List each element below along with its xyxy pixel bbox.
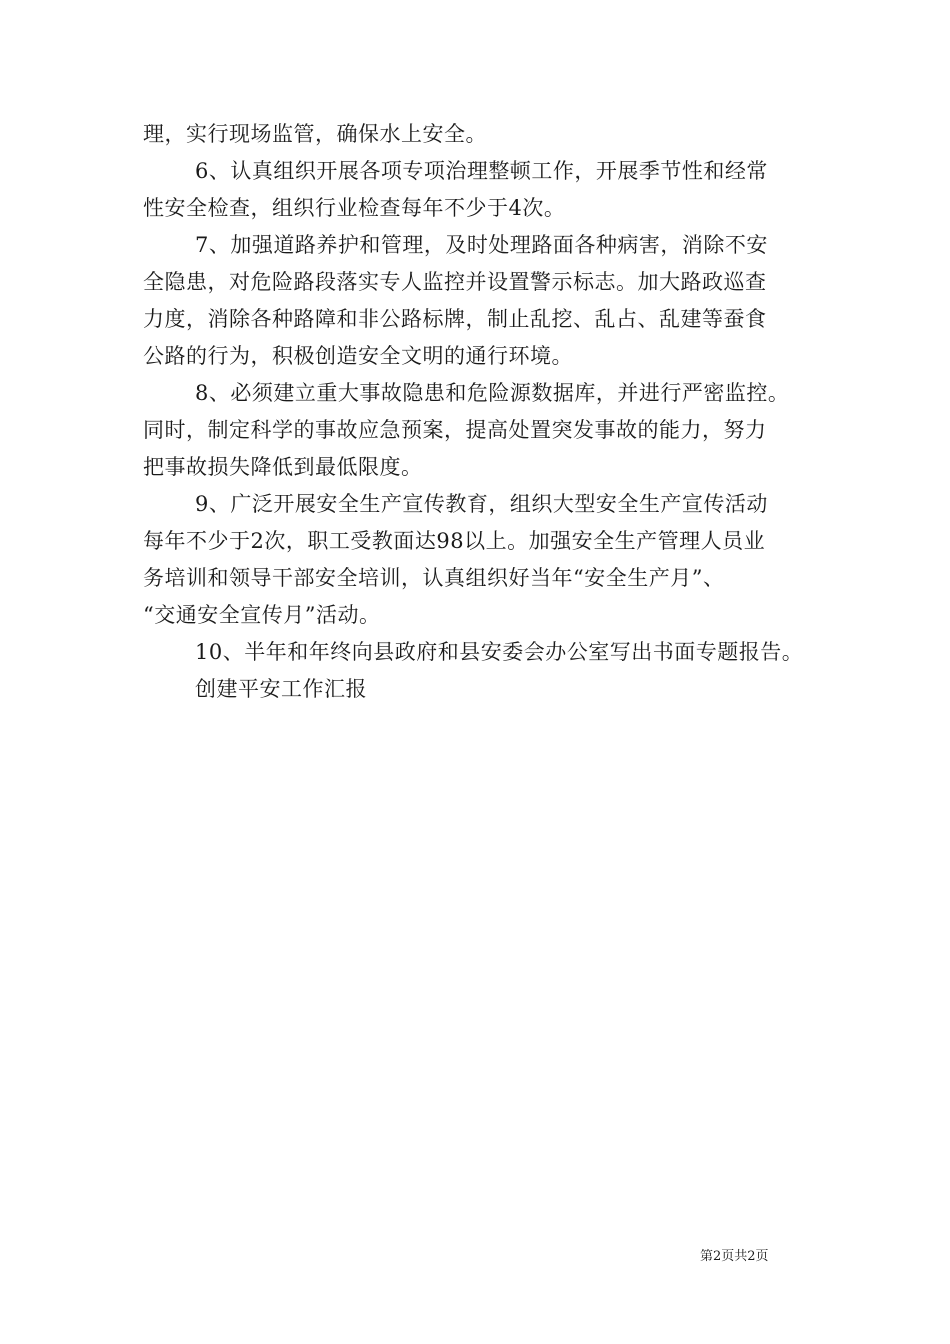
document-body <box>143 116 813 708</box>
text-line: 务培训和领导干部安全培训，认真组织好当年“安全生产月”、 <box>143 566 725 590</box>
paragraph-9-line: 9、广泛开展安全生产宣传教育，组织大型安全生产宣传活动 <box>195 492 768 516</box>
page-number-footer: 第2页共2页 <box>700 1249 769 1264</box>
paragraph-6-line: 6、认真组织开展各项专项治理整顿工作，开展季节性和经常 <box>195 159 768 183</box>
paragraph-10-line: 10、半年和年终向县政府和县安委会办公室写出书面专题报告。 <box>195 640 804 664</box>
text-line: 同时，制定科学的事故应急预案，提高处置突发事故的能力，努力 <box>143 418 767 442</box>
text-line: 性安全检查，组织行业检查每年不少于4次。 <box>143 196 566 220</box>
text-line: 把事故损失降低到最低限度。 <box>143 455 423 479</box>
text-line: 理，实行现场监管，确保水上安全。 <box>143 122 487 146</box>
text-line: 力度，消除各种路障和非公路标牌，制止乱挖、乱占、乱建等蚕食 <box>143 307 767 331</box>
paragraph-7-line: 7、加强道路养护和管理，及时处理路面各种病害，消除不安 <box>195 233 768 257</box>
text-line: 公路的行为，积极创造安全文明的通行环境。 <box>143 344 573 368</box>
text-line: “交通安全宣传月”活动。 <box>143 603 381 627</box>
text-line: 每年不少于2次，职工受教面达98以上。加强安全生产管理人员业 <box>143 529 766 553</box>
text-line: 全隐患，对危险路段落实专人监控并设置警示标志。加大路政巡查 <box>143 270 767 294</box>
section-heading: 创建平安工作汇报 <box>195 677 367 701</box>
paragraph-8-line: 8、必须建立重大事故隐患和危险源数据库，并进行严密监控。 <box>195 381 790 405</box>
